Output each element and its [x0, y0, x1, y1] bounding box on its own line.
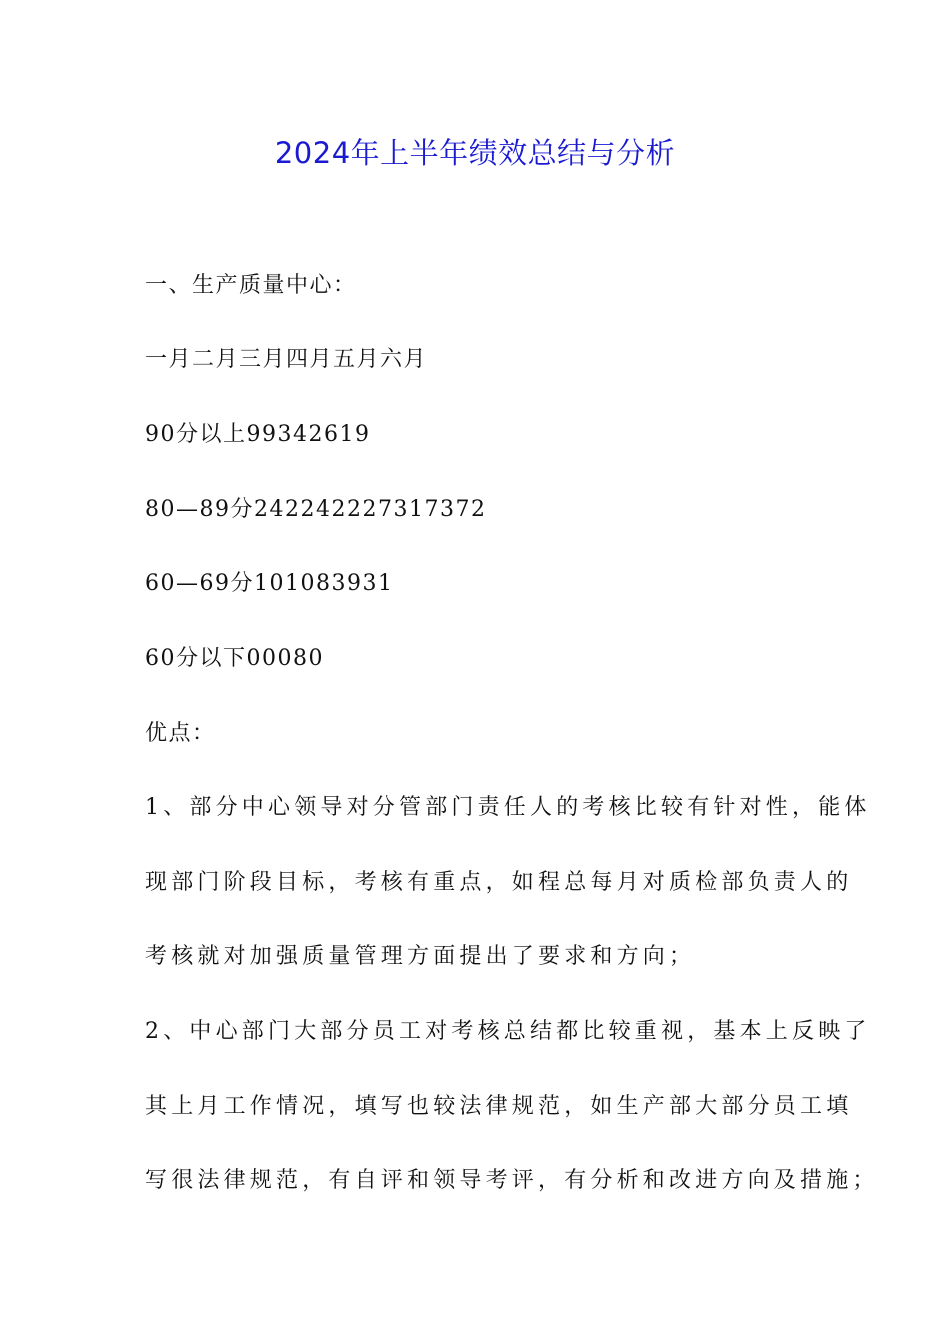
paragraph-line: 写很法律规范，有自评和领导考评，有分析和改进方向及措施；	[145, 1168, 879, 1193]
paragraph-line: 2、中心部门大部分员工对考核总结都比较重视，基本上反映了	[145, 1019, 871, 1044]
paragraph-line: 其上月工作情况，填写也较法律规范，如生产部大部分员工填	[145, 1094, 853, 1119]
document-title: 2024年上半年绩效总结与分析	[274, 136, 676, 170]
table-row-90-plus: 90分以上99342619	[145, 422, 371, 447]
paragraph-line: 现部门阶段目标，考核有重点，如程总每月对质检部负责人的	[145, 870, 853, 895]
section-heading: 一、生产质量中心：	[145, 273, 357, 298]
table-row-80-89: 80—89分242242227317372	[145, 497, 487, 522]
paragraph-line: 1、部分中心领导对分管部门责任人的考核比较有针对性，能体	[145, 795, 871, 820]
table-row-months: 一月二月三月四月五月六月	[145, 347, 428, 372]
strengths-heading: 优点：	[145, 721, 216, 746]
table-row-60-69: 60—69分101083931	[145, 571, 394, 596]
paragraph-line: 考核就对加强质量管理方面提出了要求和方向；	[145, 944, 696, 969]
table-row-below-60: 60分以下00080	[145, 646, 324, 671]
